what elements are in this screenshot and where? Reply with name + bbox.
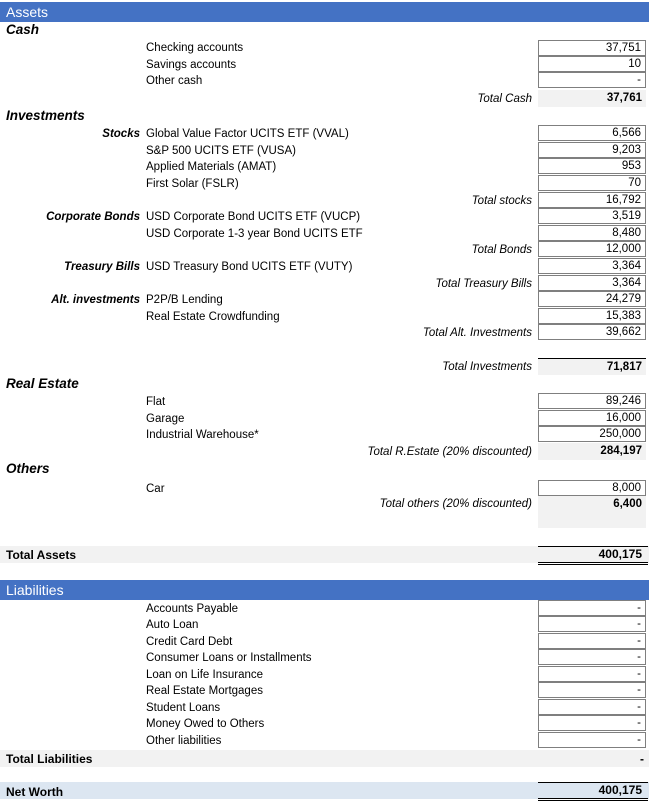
- total-others-label: Total others (20% discounted): [379, 498, 532, 510]
- alt-value-crowdfunding[interactable]: 15,383: [538, 308, 646, 324]
- total-bonds-label: Total Bonds: [471, 244, 532, 256]
- cash-value-checking[interactable]: 37,751: [538, 40, 646, 56]
- liability-label-other: Other liabilities: [146, 735, 222, 747]
- real-estate-value-flat[interactable]: 89,246: [538, 393, 646, 409]
- stock-label-vval: Global Value Factor UCITS ETF (VVAL): [146, 128, 349, 140]
- total-assets-value: 400,175: [538, 546, 648, 565]
- total-treasury-value: 3,364: [538, 275, 646, 291]
- stock-label-vusa: S&P 500 UCITS ETF (VUSA): [146, 145, 296, 157]
- stocks-category-label: Stocks: [102, 128, 140, 140]
- others-label-car: Car: [146, 483, 165, 495]
- total-stocks-label: Total stocks: [471, 195, 532, 207]
- section-title-cash: Cash: [6, 22, 40, 37]
- liability-label-auto-loan: Auto Loan: [146, 619, 199, 631]
- real-estate-value-warehouse[interactable]: 250,000: [538, 426, 646, 442]
- total-others-value: 6,400: [613, 498, 642, 510]
- net-worth-value: 400,175: [538, 782, 648, 801]
- bond-label-vucp: USD Corporate Bond UCITS ETF (VUCP): [146, 211, 361, 223]
- bond-value-vucp[interactable]: 3,519: [538, 208, 646, 224]
- real-estate-label-flat: Flat: [146, 396, 166, 408]
- total-liabilities-value: -: [640, 752, 644, 766]
- cash-label-savings: Savings accounts: [146, 59, 237, 71]
- alt-label-p2p: P2P/B Lending: [146, 294, 223, 306]
- liability-value-student-loans[interactable]: -: [538, 699, 646, 715]
- stock-value-vval[interactable]: 6,566: [538, 125, 646, 141]
- liability-value-consumer-loans[interactable]: -: [538, 649, 646, 665]
- treasury-value-vuty[interactable]: 3,364: [538, 258, 646, 274]
- liability-label-consumer-loans: Consumer Loans or Installments: [146, 652, 312, 664]
- total-real-estate-value: 284,197: [538, 443, 646, 460]
- total-real-estate-label: Total R.Estate (20% discounted): [367, 446, 532, 458]
- liability-value-accounts-payable[interactable]: -: [538, 600, 646, 616]
- bond-label-1-3yr: USD Corporate 1-3 year Bond UCITS ETF: [146, 228, 363, 240]
- real-estate-label-warehouse: Industrial Warehouse*: [146, 429, 259, 441]
- liability-label-life-insurance: Loan on Life Insurance: [146, 669, 264, 681]
- real-estate-value-garage[interactable]: 16,000: [538, 410, 646, 426]
- stock-label-fslr: First Solar (FSLR): [146, 178, 239, 190]
- total-cash-value: 37,761: [538, 90, 646, 107]
- alt-label-crowdfunding: Real Estate Crowdfunding: [146, 311, 280, 323]
- total-investments-label: Total Investments: [442, 361, 532, 373]
- bonds-category-label: Corporate Bonds: [46, 211, 140, 223]
- cash-label-other: Other cash: [146, 75, 203, 87]
- liability-value-mortgages[interactable]: -: [538, 682, 646, 698]
- total-assets-label: Total Assets: [6, 548, 77, 562]
- total-treasury-label: Total Treasury Bills: [435, 278, 532, 290]
- treasury-category-label: Treasury Bills: [64, 261, 140, 273]
- liability-label-credit-card: Credit Card Debt: [146, 636, 233, 648]
- section-title-others: Others: [6, 461, 50, 476]
- liability-value-auto-loan[interactable]: -: [538, 616, 646, 632]
- net-worth-label: Net Worth: [6, 785, 64, 799]
- cash-value-savings[interactable]: 10: [538, 56, 646, 72]
- liability-value-money-owed[interactable]: -: [538, 715, 646, 731]
- bond-value-1-3yr[interactable]: 8,480: [538, 225, 646, 241]
- total-investments-value: 71,817: [538, 358, 646, 375]
- stock-label-amat: Applied Materials (AMAT): [146, 161, 277, 173]
- total-cash-label: Total Cash: [477, 93, 532, 105]
- stock-value-vusa[interactable]: 9,203: [538, 142, 646, 158]
- liability-label-student-loans: Student Loans: [146, 702, 221, 714]
- total-alt-value: 39,662: [538, 324, 646, 340]
- treasury-label-vuty: USD Treasury Bond UCITS ETF (VUTY): [146, 261, 353, 273]
- stock-value-amat[interactable]: 953: [538, 158, 646, 174]
- liability-label-money-owed: Money Owed to Others: [146, 718, 265, 730]
- section-title-real-estate: Real Estate: [6, 376, 79, 391]
- total-others-cell: [538, 496, 646, 528]
- total-stocks-value: 16,792: [538, 192, 646, 208]
- cash-label-checking: Checking accounts: [146, 42, 244, 54]
- section-title-investments: Investments: [6, 108, 85, 123]
- stock-value-fslr[interactable]: 70: [538, 175, 646, 191]
- total-alt-label: Total Alt. Investments: [422, 327, 532, 339]
- liabilities-header: Liabilities: [0, 580, 649, 600]
- cash-value-other[interactable]: -: [538, 72, 646, 88]
- liability-label-mortgages: Real Estate Mortgages: [146, 685, 263, 697]
- liability-value-other[interactable]: -: [538, 732, 646, 748]
- liability-value-credit-card[interactable]: -: [538, 633, 646, 649]
- liability-label-accounts-payable: Accounts Payable: [146, 603, 239, 615]
- liability-value-life-insurance[interactable]: -: [538, 666, 646, 682]
- assets-header: Assets: [0, 2, 649, 22]
- alt-category-label: Alt. investments: [51, 294, 140, 306]
- total-bonds-value: 12,000: [538, 241, 646, 257]
- total-liabilities-label: Total Liabilities: [6, 752, 93, 766]
- alt-value-p2p[interactable]: 24,279: [538, 291, 646, 307]
- real-estate-label-garage: Garage: [146, 413, 185, 425]
- others-value-car[interactable]: 8,000: [538, 480, 646, 496]
